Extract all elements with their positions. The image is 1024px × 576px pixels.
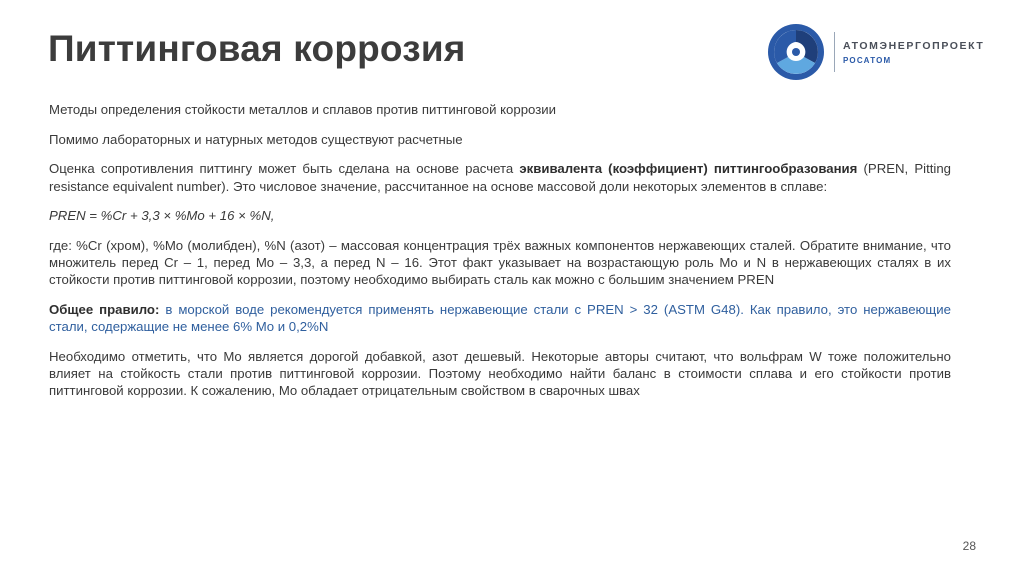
paragraph-formula-explanation: где: %Cr (хром), %Mo (молибден), %N (азот) – массовая концентрация трёх важных компонентов нержавеющих сталей. Обратите внимание, что множитель перед Cr – 1, перед Mo – 3,3, а перед N – 16. Этот факт указывает на возрастающую роль Mo и N в нержавеющих сталях в их стойкости против питтинговой коррозии, поэтому необходимо выбирать сталь как можно с большим значением PREN: [49, 238, 951, 288]
general-rule-text: в морской воде рекомендуется применять нержавеющие стали с PREN > 32 (ASTM G48). Как правило, это нержавеющие стали, содержащие не менее 6% Mo и 0,2%N: [49, 302, 951, 335]
logo-main-text: АТОМЭНЕРГОПРОЕКТ: [843, 39, 985, 52]
general-rule-label: Общее правило:: [49, 302, 160, 318]
paragraph-general-rule: [49, 301, 951, 335]
rosatom-logo-icon: [766, 22, 826, 82]
paragraph-calc-methods: Помимо лабораторных и натурных методов существуют расчетные: [49, 131, 463, 147]
slide-title: Питтинговая коррозия: [48, 28, 466, 69]
paragraph-pren-definition: [49, 160, 951, 194]
slide-body: [49, 101, 951, 412]
pren-term: эквивалента (коэффициент) питтингообразования: [519, 161, 858, 177]
pren-description: (PREN, Pitting resistance equivalent number). Это числовое значение, рассчитанное на основе массовой доли некоторых элементов в сплаве:: [49, 161, 951, 194]
pren-formula: PREN = %Cr + 3,3 × %Mo + 16 × %N,: [49, 208, 275, 224]
company-logo: [766, 22, 984, 82]
logo-text: [843, 40, 984, 65]
paragraph-mo-cost: Необходимо отметить, что Mo является дорогой добавкой, азот дешевый. Некоторые авторы считают, что вольфрам W тоже положительно влияет на стойкость стали против питтинговой коррозии. Поэтому необходимо найти баланс в стоимости сплава и его стойкости против питтинговой коррозии. К сожалению, Mo обладает отрицательным свойством в сварочных швах: [49, 349, 951, 399]
pren-intro-text: Оценка сопротивления питтингу может быть сделана на основе расчета: [49, 161, 520, 177]
paragraph-methods: Методы определения стойкости металлов и сплавов против питтинговой коррозии: [49, 102, 557, 117]
logo-divider: [834, 32, 835, 72]
logo-sub-text: РОСАТОМ: [843, 55, 892, 65]
page-number: 28: [962, 539, 976, 553]
